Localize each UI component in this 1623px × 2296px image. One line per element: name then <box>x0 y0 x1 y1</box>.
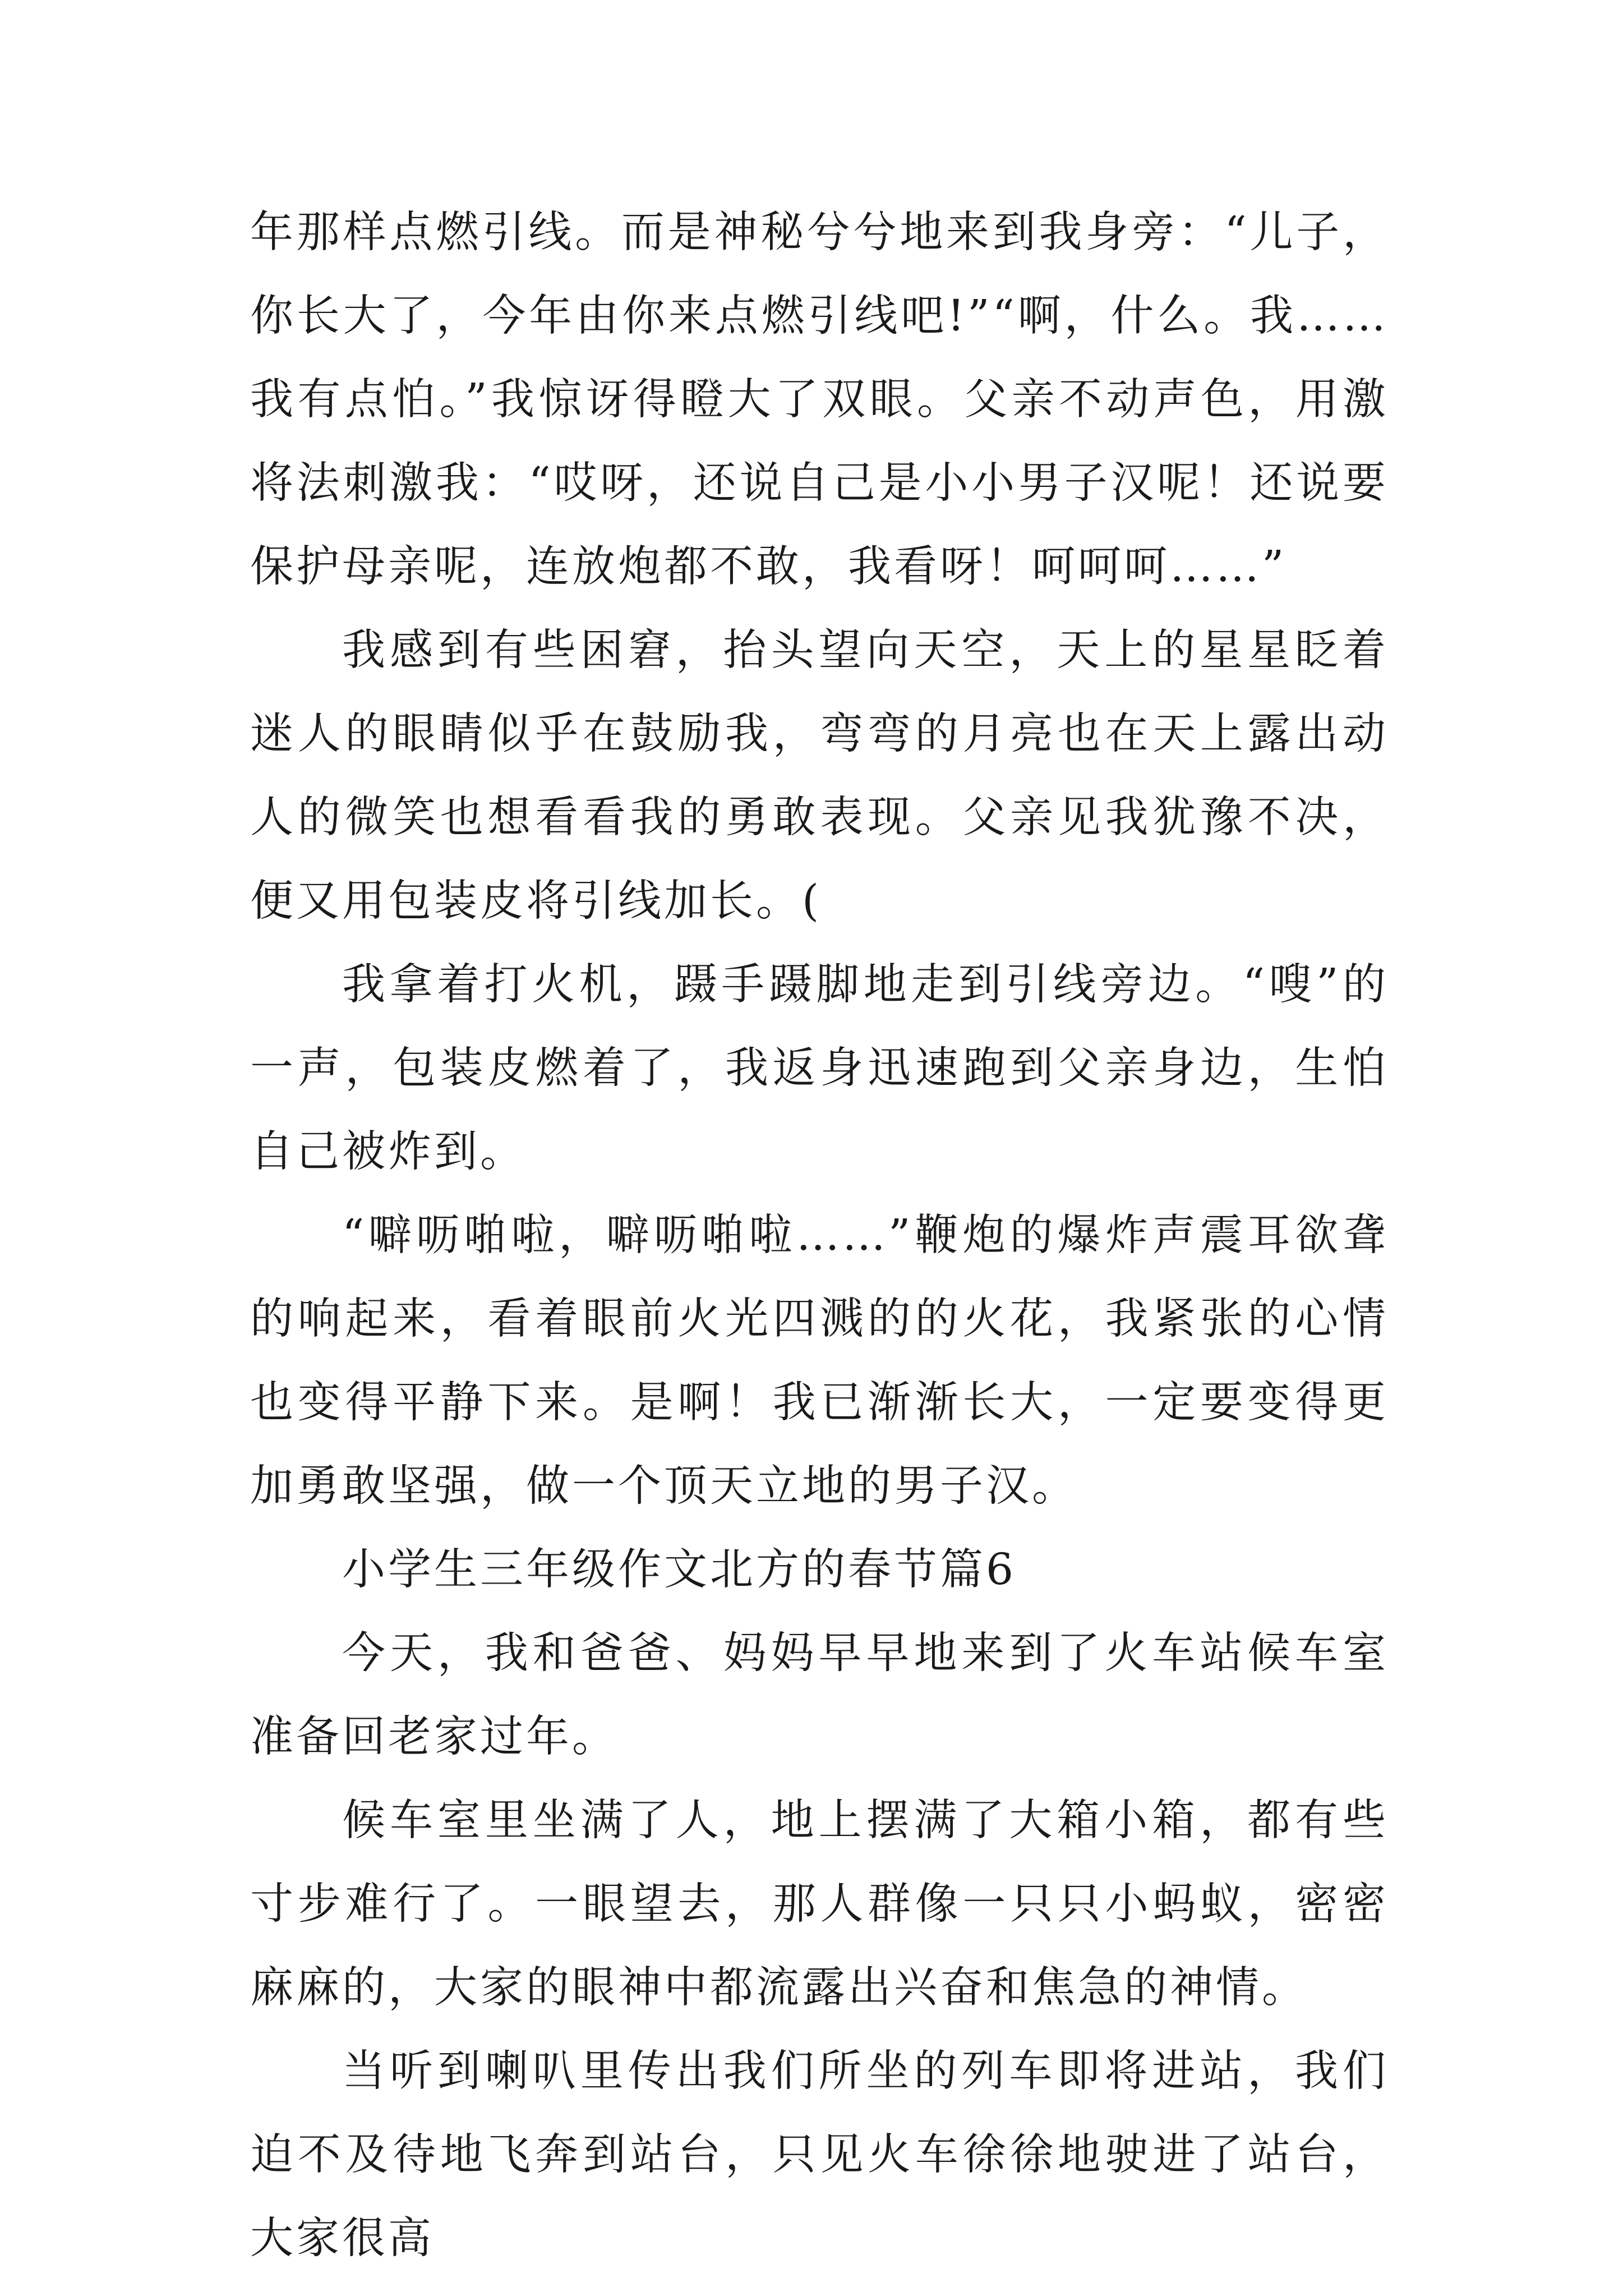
paragraph: “噼呖啪啦，噼呖啪啦……”鞭炮的爆炸声震耳欲聋的响起来，看着眼前火光四溅的的火花，我紧张的心情也变得平静下来。是啊！我已渐渐长大，一定要变得更加勇敢坚强，做一个顶天立地的男子汉。 <box>250 1211 1389 1511</box>
paragraph: 我拿着打火机，蹑手蹑脚地走到引线旁边。“嗖”的一声，包装皮燃着了，我返身迅速跑到父亲身边，生怕自己被炸到。 <box>250 960 1389 1177</box>
paragraph: 当听到喇叭里传出我们所坐的列车即将进站，我们迫不及待地飞奔到站台，只见火车徐徐地驶进了站台，大家很高 <box>250 2046 1389 2263</box>
section-heading: 小学生三年级作文北方的春节篇6 <box>342 1545 1016 1595</box>
paragraph: 候车室里坐满了人，地上摆满了大箱小箱，都有些寸步难行了。一眼望去，那人群像一只只小蚂蚁，密密麻麻的，大家的眼神中都流露出兴奋和焦急的神情。 <box>250 1796 1389 2013</box>
document-body <box>250 191 1389 2280</box>
paragraph-continuation: 年那样点燃引线。而是神秘兮兮地来到我身旁：“儿子，你长大了，今年由你来点燃引线吧!”“啊，什么。我……我有点怕。”我惊讶得瞪大了双眼。父亲不动声色，用激将法刺激我：“哎呀，还说自己是小小男子汉呢！还说要保护母亲呢，连放炮都不敢，我看呀！呵呵呵……” <box>250 208 1389 592</box>
paragraph: 今天，我和爸爸、妈妈早早地来到了火车站候车室准备回老家过年。 <box>250 1628 1389 1762</box>
paragraph: 我感到有些困窘，抬头望向天空，天上的星星眨着迷人的眼睛似乎在鼓励我，弯弯的月亮也在天上露出动人的微笑也想看看我的勇敢表现。父亲见我犹豫不决，便又用包装皮将引线加长。( <box>250 625 1389 926</box>
